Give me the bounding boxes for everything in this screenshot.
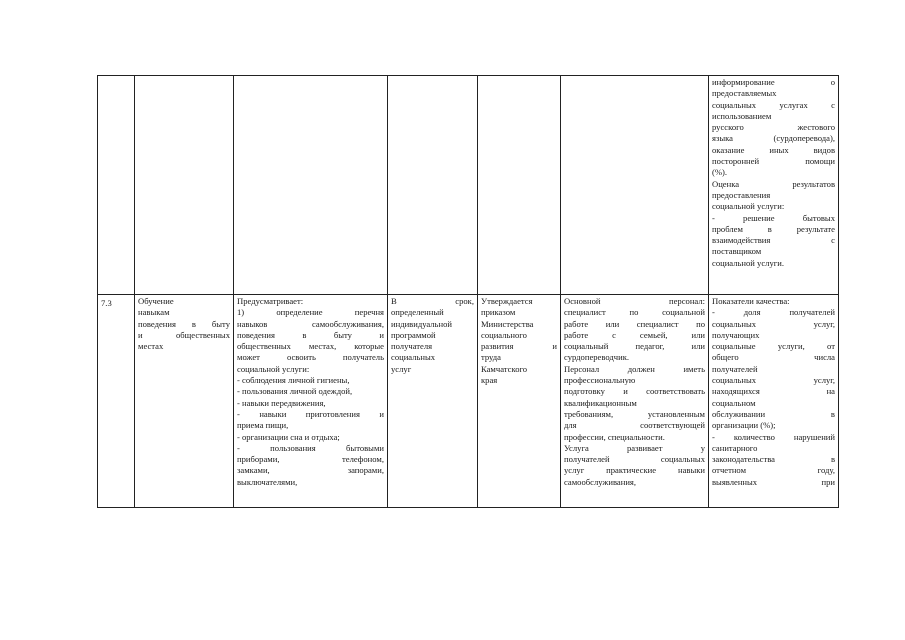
text-line: Оценка результатов <box>712 178 835 189</box>
text-line: социальном <box>712 397 756 408</box>
text-line: работе или специалист по <box>564 318 705 329</box>
text-line: взаимодействия с <box>712 235 835 246</box>
text-line: получающих <box>712 329 760 340</box>
text-line: местах <box>138 341 164 352</box>
text-line: приборами, телефоном, <box>237 454 384 465</box>
text-line: Министерства <box>481 318 534 329</box>
table-row-continuation <box>98 76 839 295</box>
cell-number <box>98 295 135 508</box>
text-line: - навыки передвижения, <box>237 397 326 408</box>
text-line: социальной услуги: <box>712 201 785 212</box>
text-line: социальной услуги. <box>712 257 785 268</box>
text-line: - решение бытовых <box>712 212 835 223</box>
text-line: использованием <box>712 110 772 121</box>
text-line: поведения в быту и <box>237 329 384 340</box>
text-line: общего числа <box>712 352 835 363</box>
text-line: Показатели качества: <box>712 296 790 306</box>
text-line: работе с семьей, или <box>564 329 705 340</box>
text-line: предоставляемых <box>712 88 777 99</box>
text-line: информирование о <box>712 77 835 87</box>
text-line: индивидуальной <box>391 318 452 329</box>
text-line: социальных услугах с <box>712 99 835 110</box>
text-line: - пользования личной одеждой, <box>237 386 353 397</box>
text-line: Предусматривает: <box>237 296 304 306</box>
text-line: для соответствующей <box>564 420 705 431</box>
cell-conditions <box>561 76 709 295</box>
cell-tariff <box>478 295 561 508</box>
text-line: услуг <box>391 363 412 374</box>
text-line: труда <box>481 352 501 363</box>
text-line: организации (%); <box>712 420 776 431</box>
text-line: Персонал должен иметь <box>564 363 705 374</box>
text-line: общественных местах, которые <box>237 341 384 352</box>
cell-service-name <box>135 295 234 508</box>
cell-number <box>98 76 135 295</box>
text-line: законодательства в <box>712 454 835 465</box>
text-line: края <box>481 375 498 386</box>
cell-quality-indicators <box>709 295 839 508</box>
service-number: 7.3 <box>101 298 112 308</box>
cell-content <box>234 295 388 508</box>
cell-conditions <box>561 295 709 508</box>
text-line: предоставления <box>712 189 771 200</box>
text-line: получателей <box>712 363 758 374</box>
text-line: квалификационным <box>564 397 637 408</box>
text-line: подготовку и соответствовать <box>564 386 705 397</box>
text-line: Камчатского <box>481 363 528 374</box>
text-line: социальных услуг, <box>712 375 835 386</box>
text-line: - организации сна и отдыха; <box>237 431 340 442</box>
text-line: - навыки приготовления и <box>237 408 384 419</box>
text-line: профессиональную <box>564 375 636 386</box>
text-line: - соблюдения личной гигиены, <box>237 375 350 386</box>
text-line: программой <box>391 329 436 340</box>
text-line: развития и <box>481 341 557 352</box>
text-line: - доля получателей <box>712 307 835 318</box>
text-line: услуг практические навыки <box>564 465 705 476</box>
text-line: получателей социальных <box>564 454 705 465</box>
text-line: социальных услуг, <box>712 318 835 329</box>
text-line: социального <box>481 329 527 340</box>
text-line: может освоить получатель <box>237 352 384 363</box>
text-line: находящихся на <box>712 386 835 397</box>
text-line: Услуга развивает у <box>564 442 705 453</box>
text-line: русского жестового <box>712 122 835 133</box>
cell-quality-indicators <box>709 76 839 295</box>
text-line: социальной услуги: <box>237 363 310 374</box>
text-line: Основной персонал: <box>564 296 705 306</box>
text-line: оказание иных видов <box>712 144 835 155</box>
text-line: поставщиком <box>712 246 762 257</box>
text-line: Обучение <box>138 296 174 306</box>
text-line: Утверждается <box>481 296 533 306</box>
text-line: выключателями, <box>237 476 298 487</box>
text-line: социальные услуги, от <box>712 341 835 352</box>
text-line: навыкам <box>138 307 170 318</box>
text-line: профессии, специальности. <box>564 431 665 442</box>
text-line: приема пищи, <box>237 420 289 431</box>
cell-content <box>234 76 388 295</box>
text-line: требованиям, установленным <box>564 408 705 419</box>
text-line: получателя <box>391 341 433 352</box>
table-row-service-7-3 <box>98 295 839 508</box>
text-line: специалист по социальной <box>564 307 705 318</box>
text-line: (%). <box>712 167 728 178</box>
text-line: - пользования бытовыми <box>237 442 384 453</box>
text-line: определенный <box>391 307 444 318</box>
text-line: социальный педагог, или <box>564 341 705 352</box>
text-line: обслуживании в <box>712 408 835 419</box>
text-line: 1) определение перечня <box>237 307 384 318</box>
text-line: санитарного <box>712 442 758 453</box>
text-line: самообслуживания, <box>564 476 637 487</box>
cell-term <box>388 295 478 508</box>
text-line: замками, запорами, <box>237 465 384 476</box>
text-line: выявленных при <box>712 476 835 487</box>
text-line: В срок, <box>391 296 474 306</box>
text-line: поведения в быту <box>138 318 230 329</box>
text-line: проблем в результате <box>712 223 835 234</box>
text-line: отчетном году, <box>712 465 835 476</box>
text-line: сурдопереводчик. <box>564 352 630 363</box>
cell-service-name <box>135 76 234 295</box>
text-line: языка (сурдоперевода), <box>712 133 835 144</box>
text-line: приказом <box>481 307 516 318</box>
text-line: и общественных <box>138 329 230 340</box>
text-line: посторонней помощи <box>712 156 835 167</box>
cell-tariff <box>478 76 561 295</box>
cell-term <box>388 76 478 295</box>
text-line: навыков самообслуживания, <box>237 318 384 329</box>
text-line: социальных <box>391 352 436 363</box>
text-line: - количество нарушений <box>712 431 835 442</box>
services-table <box>97 75 839 508</box>
